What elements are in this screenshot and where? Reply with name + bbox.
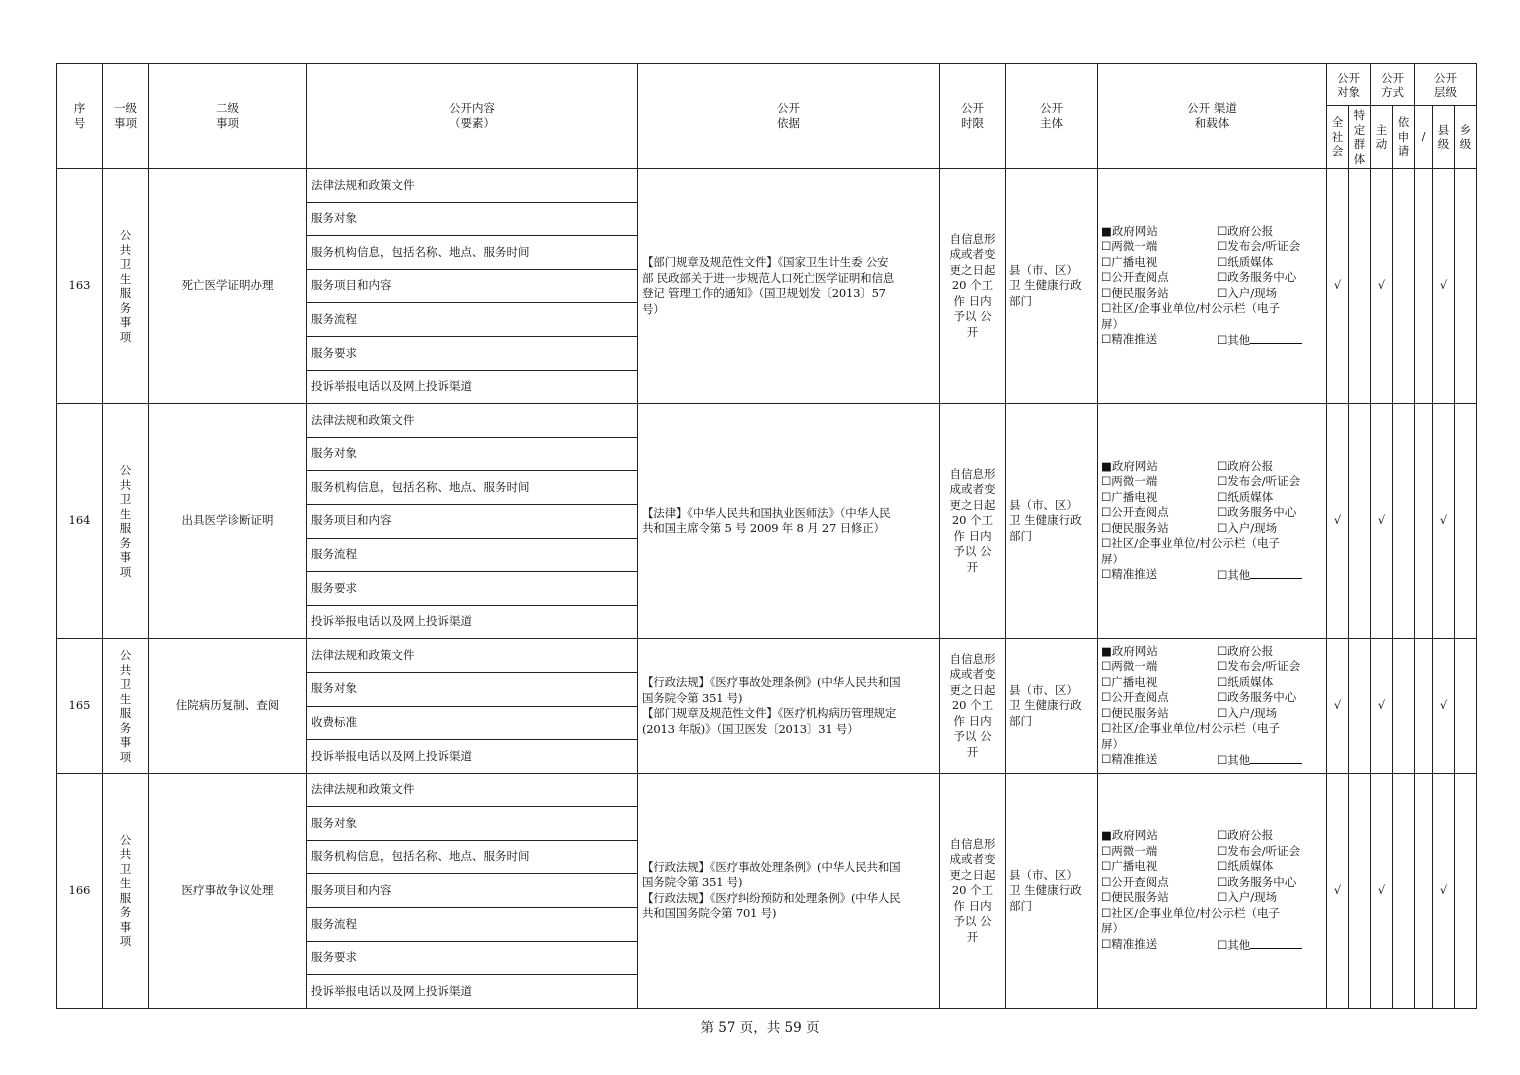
content-item: 法律法规和政策文件 <box>307 773 638 807</box>
level-slash-mark <box>1415 169 1433 404</box>
channel-option: ☐其他 <box>1217 333 1251 348</box>
seq-cell: 166 <box>57 773 103 1008</box>
content-item: 服务项目和内容 <box>307 504 638 538</box>
level1-cell: 公 共 卫 生 服 务 事 项 <box>103 639 149 773</box>
channel-option-other <box>1217 752 1317 769</box>
content-item: 收费标准 <box>307 706 638 740</box>
target-all-mark: √ <box>1327 169 1349 404</box>
seq-cell: 164 <box>57 404 103 639</box>
time-limit-cell: 自信息形 成或者变 更之日起 20 个工 作 日内 予以 公 开 <box>940 773 1006 1008</box>
level-slash-mark <box>1415 773 1433 1008</box>
channel-cell <box>1098 169 1327 404</box>
channel-option-other <box>1217 937 1317 954</box>
level2-cell: 出具医学诊断证明 <box>149 404 307 639</box>
channel-option: ☐政务服务中心 <box>1217 270 1297 285</box>
page-footer: 第 57 页，共 59 页 <box>700 1020 820 1036</box>
target-all-mark: √ <box>1327 404 1349 639</box>
basis-cell: 【行政法规】《医疗事故处理条例》(中华人民共和国 国务院令第 351 号) 【部门规章及规范性文件】《医疗机构病历管理规定 (2013 年版)》（国卫医发〔2013〕31 号） <box>638 639 940 773</box>
channel-option: ☐精准推送 <box>1101 936 1158 951</box>
channel-option: ☐政务服务中心 <box>1217 874 1297 889</box>
time-limit-cell: 自信息形 成或者变 更之日起 20 个工 作 日内 予以 公 开 <box>940 169 1006 404</box>
content-item: 服务要求 <box>307 572 638 606</box>
header-method-apply: 依 申 请 <box>1393 106 1415 169</box>
content-item: 服务对象 <box>307 807 638 841</box>
channel-option: ☐入户/现场 <box>1217 890 1278 905</box>
channel-option: ☐两微一端 <box>1101 239 1158 254</box>
content-item: 服务流程 <box>307 303 638 337</box>
content-item: 服务要求 <box>307 941 638 975</box>
method-apply-mark <box>1393 773 1415 1008</box>
content-item: 服务对象 <box>307 202 638 236</box>
content-item: 服务流程 <box>307 908 638 942</box>
header-level2: 二级 事项 <box>149 64 307 169</box>
header-method: 公开 方式 <box>1371 64 1415 106</box>
table-row <box>57 773 1477 807</box>
level-town-mark <box>1455 404 1477 639</box>
content-item: 投诉举报电话以及网上投诉渠道 <box>307 740 638 774</box>
channel-option: ■政府网站 <box>1101 643 1158 658</box>
level1-cell: 公 共 卫 生 服 务 事 项 <box>103 169 149 404</box>
channel-option: ☐社区/企事业单位/村公示栏（电子 屏） <box>1101 536 1281 566</box>
channel-option: ☐发布会/听证会 <box>1217 659 1301 673</box>
basis-cell: 【部门规章及规范性文件】《国家卫生计生委 公安 部 民政部关于进一步规范人口死亡医学证明和信息 登记 管理工作的通知》（国卫规划发〔2013〕57 号） <box>638 169 940 404</box>
header-target-all: 全 社 会 <box>1327 106 1349 169</box>
content-item: 投诉举报电话以及网上投诉渠道 <box>307 975 638 1009</box>
target-specific-mark <box>1349 404 1371 639</box>
channel-option: ☐便民服务站 <box>1101 285 1169 300</box>
channel-option: ☐社区/企事业单位/村公示栏（电子 屏） <box>1101 905 1281 936</box>
level1-cell: 公 共 卫 生 服 务 事 项 <box>103 773 149 1008</box>
channel-option-other <box>1217 567 1317 584</box>
channel-option: ☐入户/现场 <box>1217 285 1278 300</box>
channel-option: ☐两微一端 <box>1101 659 1158 673</box>
channel-list <box>1101 224 1326 349</box>
channel-option: ☐广播电视 <box>1101 859 1158 874</box>
channel-option: ☐便民服务站 <box>1101 520 1169 535</box>
channel-option: ☐公开查阅点 <box>1101 270 1169 285</box>
channel-option: ☐公开查阅点 <box>1101 874 1169 889</box>
channel-option: ☐精准推送 <box>1101 752 1158 766</box>
channel-option: ☐纸质媒体 <box>1217 254 1274 269</box>
channel-list <box>1101 644 1326 769</box>
table-row <box>57 169 1477 203</box>
channel-option: ☐纸质媒体 <box>1217 489 1274 504</box>
blank-line <box>1250 567 1302 579</box>
header-subject: 公开 主体 <box>1006 64 1098 169</box>
blank-line <box>1250 752 1302 764</box>
content-item: 服务流程 <box>307 538 638 572</box>
seq-cell: 163 <box>57 169 103 404</box>
content-item: 服务要求 <box>307 336 638 370</box>
content-item: 服务机构信息，包括名称、地点、服务时间 <box>307 471 638 505</box>
channel-option: ☐政府公报 <box>1217 643 1274 658</box>
channel-option: ☐发布会/听证会 <box>1217 474 1301 489</box>
method-active-mark: √ <box>1371 169 1393 404</box>
channel-option: ☐精准推送 <box>1101 567 1158 582</box>
subject-cell: 县（市、区） 卫 生健康行政 部门 <box>1006 169 1098 404</box>
channel-option: ☐公开查阅点 <box>1101 690 1169 704</box>
method-active-mark: √ <box>1371 639 1393 773</box>
subject-cell: 县（市、区） 卫 生健康行政 部门 <box>1006 773 1098 1008</box>
table-row <box>57 404 1477 438</box>
header-method-active: 主 动 <box>1371 106 1393 169</box>
channel-option: ☐纸质媒体 <box>1217 674 1274 689</box>
basis-cell: 【行政法规】《医疗事故处理条例》(中华人民共和国 国务院令第 351 号) 【行政法规】《医疗纠纷预防和处理条例》(中华人民 共和国国务院令第 701 号) <box>638 773 940 1008</box>
channel-option: ☐便民服务站 <box>1101 890 1169 905</box>
level-town-mark <box>1455 773 1477 1008</box>
channel-option: ☐广播电视 <box>1101 674 1158 689</box>
content-item: 服务机构信息，包括名称、地点、服务时间 <box>307 236 638 270</box>
channel-option: ☐发布会/听证会 <box>1217 239 1301 254</box>
channel-option: ■政府网站 <box>1101 223 1158 238</box>
header-channel: 公开 渠道 和载体 <box>1098 64 1327 169</box>
content-item: 法律法规和政策文件 <box>307 404 638 438</box>
channel-list <box>1101 828 1326 953</box>
seq-cell: 165 <box>57 639 103 773</box>
target-all-mark: √ <box>1327 639 1349 773</box>
channel-option: ☐纸质媒体 <box>1217 859 1274 874</box>
time-limit-cell: 自信息形 成或者变 更之日起 20 个工 作 日内 予以 公 开 <box>940 404 1006 639</box>
channel-option-other <box>1217 332 1317 349</box>
channel-option: ☐其他 <box>1217 568 1251 583</box>
level2-cell: 医疗事故争议处理 <box>149 773 307 1008</box>
target-all-mark: √ <box>1327 773 1349 1008</box>
level-town-mark <box>1455 639 1477 773</box>
method-apply-mark <box>1393 404 1415 639</box>
level-slash-mark <box>1415 404 1433 639</box>
header-level-county: 县 级 <box>1433 106 1455 169</box>
channel-option: ☐其他 <box>1217 753 1251 767</box>
table-row <box>57 639 1477 673</box>
level-town-mark <box>1455 169 1477 404</box>
channel-cell <box>1098 404 1327 639</box>
subject-cell: 县（市、区） 卫 生健康行政 部门 <box>1006 639 1098 773</box>
channel-option: ☐公开查阅点 <box>1101 505 1169 520</box>
method-active-mark: √ <box>1371 773 1393 1008</box>
content-item: 法律法规和政策文件 <box>307 639 638 673</box>
method-apply-mark <box>1393 169 1415 404</box>
channel-cell <box>1098 639 1327 773</box>
channel-option: ☐社区/企事业单位/村公示栏（电子 屏） <box>1101 301 1281 331</box>
header-basis: 公开 依据 <box>638 64 940 169</box>
channel-option: ■政府网站 <box>1101 458 1158 473</box>
channel-option: ☐便民服务站 <box>1101 705 1169 720</box>
header-slash: / <box>1415 106 1433 169</box>
header-seq: 序 号 <box>57 64 103 169</box>
header-content: 公开内容 （要素） <box>307 64 638 169</box>
subject-cell: 县（市、区） 卫 生健康行政 部门 <box>1006 404 1098 639</box>
content-item: 服务项目和内容 <box>307 269 638 303</box>
content-item: 投诉举报电话以及网上投诉渠道 <box>307 370 638 404</box>
channel-option: ☐社区/企事业单位/村公示栏（电子 屏） <box>1101 721 1281 751</box>
channel-option: ☐其他 <box>1217 937 1251 952</box>
channel-option: ☐精准推送 <box>1101 332 1158 347</box>
level2-cell: 死亡医学证明办理 <box>149 169 307 404</box>
channel-option: ☐入户/现场 <box>1217 520 1278 535</box>
method-active-mark: √ <box>1371 404 1393 639</box>
level2-cell: 住院病历复制、查阅 <box>149 639 307 773</box>
content-item: 投诉举报电话以及网上投诉渠道 <box>307 605 638 639</box>
target-specific-mark <box>1349 169 1371 404</box>
channel-cell <box>1098 773 1327 1008</box>
content-item: 服务对象 <box>307 437 638 471</box>
target-specific-mark <box>1349 639 1371 773</box>
blank-line <box>1250 937 1302 949</box>
level1-cell: 公 共 卫 生 服 务 事 项 <box>103 404 149 639</box>
content-item: 服务对象 <box>307 672 638 706</box>
channel-option: ☐入户/现场 <box>1217 705 1278 720</box>
channel-option: ☐政务服务中心 <box>1217 690 1297 704</box>
level-county-mark: √ <box>1433 404 1455 639</box>
header-target: 公开 对象 <box>1327 64 1371 106</box>
channel-option: ☐政务服务中心 <box>1217 505 1297 520</box>
channel-option: ☐两微一端 <box>1101 474 1158 489</box>
level-county-mark: √ <box>1433 773 1455 1008</box>
content-item: 服务项目和内容 <box>307 874 638 908</box>
channel-option: ☐广播电视 <box>1101 254 1158 269</box>
header-time-limit: 公开 时限 <box>940 64 1006 169</box>
channel-option: ☐政府公报 <box>1217 223 1274 238</box>
level-slash-mark <box>1415 639 1433 773</box>
channel-option: ☐广播电视 <box>1101 489 1158 504</box>
level-county-mark: √ <box>1433 169 1455 404</box>
basis-cell: 【法律】《中华人民共和国执业医师法》（中华人民 共和国主席令第 5 号 2009 年 8 月 27 日修正） <box>638 404 940 639</box>
header-level-town: 乡 级 <box>1455 106 1477 169</box>
channel-option: ■政府网站 <box>1101 828 1158 843</box>
channel-option: ☐政府公报 <box>1217 828 1274 843</box>
level-county-mark: √ <box>1433 639 1455 773</box>
disclosure-table <box>56 63 1477 1009</box>
content-item: 服务机构信息，包括名称、地点、服务时间 <box>307 840 638 874</box>
header-target-specific: 特 定 群 体 <box>1349 106 1371 169</box>
channel-option: ☐政府公报 <box>1217 458 1274 473</box>
channel-option: ☐发布会/听证会 <box>1217 843 1301 858</box>
blank-line <box>1250 332 1302 344</box>
channel-list <box>1101 459 1326 584</box>
method-apply-mark <box>1393 639 1415 773</box>
time-limit-cell: 自信息形 成或者变 更之日起 20 个工 作 日内 予以 公 开 <box>940 639 1006 773</box>
channel-option: ☐两微一端 <box>1101 843 1158 858</box>
header-level: 公开 层级 <box>1415 64 1477 106</box>
target-specific-mark <box>1349 773 1371 1008</box>
header-level1: 一级 事项 <box>103 64 149 169</box>
content-item: 法律法规和政策文件 <box>307 169 638 203</box>
